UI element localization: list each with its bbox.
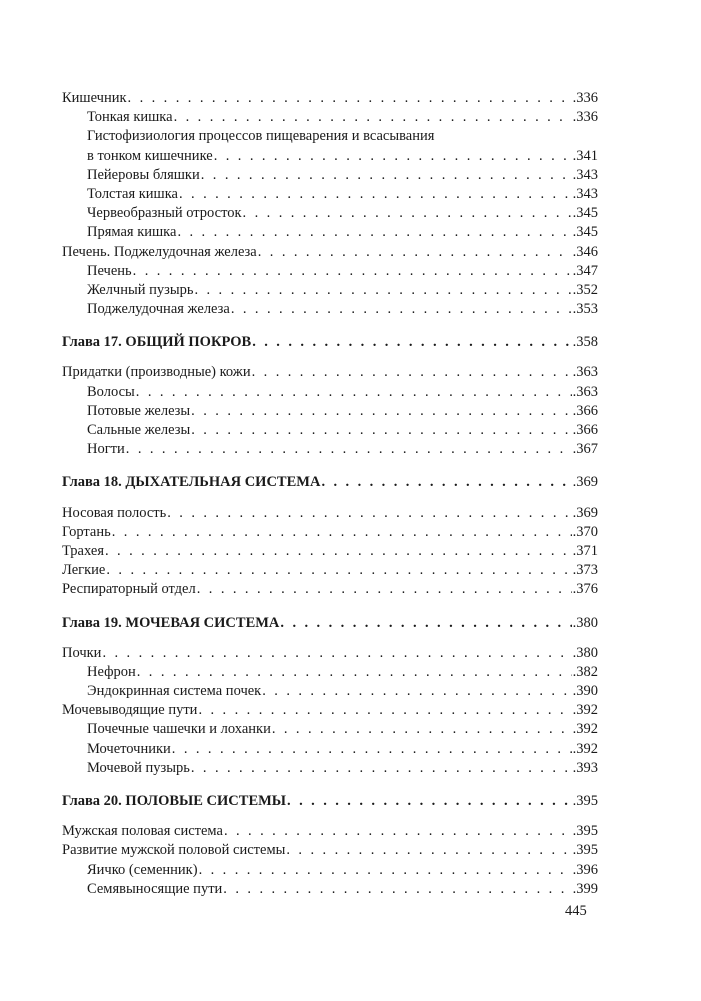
- toc-chapter-title: Глава 17. ОБЩИЙ ПОКРОВ: [62, 334, 252, 351]
- toc-entry: [62, 720, 598, 739]
- toc-page: .393: [572, 759, 598, 776]
- toc-title: Почки: [62, 644, 102, 661]
- toc-entry: [62, 523, 598, 542]
- toc-page: .347: [572, 262, 598, 279]
- toc-entry: [62, 185, 598, 204]
- toc-page: .373: [572, 562, 598, 579]
- table-of-contents: [62, 89, 598, 899]
- toc-leader: [252, 363, 572, 382]
- toc-entry: [62, 759, 598, 778]
- toc-page: .380: [572, 614, 598, 631]
- toc-entry: [62, 166, 598, 185]
- toc-leader: [191, 759, 572, 778]
- toc-title: Червеобразный отросток: [87, 205, 242, 222]
- toc-leader: [112, 523, 572, 542]
- toc-page: .395: [572, 823, 598, 840]
- toc-page: .336: [572, 90, 598, 106]
- toc-title: Печень: [87, 262, 132, 279]
- toc-leader: [126, 440, 572, 459]
- toc-leader: [286, 841, 571, 860]
- toc-page: .396: [572, 861, 598, 878]
- toc-leader: [262, 682, 571, 701]
- toc-leader: [191, 402, 571, 421]
- toc-entry: [62, 243, 598, 262]
- toc-page: .376: [572, 581, 598, 598]
- toc-title: Мочевой пузырь: [87, 759, 190, 776]
- toc-leader: [198, 701, 571, 720]
- toc-title: Ногти: [87, 441, 125, 458]
- toc-entry: [62, 644, 598, 663]
- toc-entry: [62, 542, 598, 561]
- toc-chapter-heading: [62, 473, 598, 492]
- toc-leader: [105, 542, 572, 561]
- toc-leader: [231, 300, 572, 319]
- toc-leader: [128, 89, 572, 108]
- toc-title: Волосы: [87, 383, 135, 400]
- toc-entry: [62, 223, 598, 242]
- toc-page: .392: [572, 702, 598, 719]
- toc-entry-line: [62, 127, 598, 146]
- toc-entry: [62, 147, 598, 166]
- toc-leader: [224, 822, 572, 841]
- toc-leader: [223, 880, 571, 899]
- toc-page: .367: [572, 441, 598, 458]
- toc-page: .392: [572, 740, 598, 757]
- toc-page: .399: [572, 880, 598, 897]
- toc-entry: [62, 580, 598, 599]
- toc-leader: [136, 383, 572, 402]
- toc-entry: [62, 880, 598, 899]
- toc-leader: [106, 561, 571, 580]
- toc-leader: [272, 720, 572, 739]
- toc-title: Толстая кишка: [87, 185, 178, 202]
- toc-leader: [191, 421, 571, 440]
- toc-chapter-title: Глава 18. ДЫХАТЕЛЬНАЯ СИСТЕМА: [62, 474, 321, 491]
- toc-leader: [167, 504, 571, 523]
- toc-chapter-heading: [62, 614, 598, 633]
- toc-entry: [62, 841, 598, 860]
- toc-leader: [133, 262, 572, 281]
- toc-title: Прямая кишка: [87, 224, 177, 241]
- toc-page: .395: [572, 842, 598, 859]
- toc-leader: [201, 166, 572, 185]
- toc-page: .345: [572, 224, 598, 241]
- toc-page: .345: [572, 205, 598, 222]
- toc-page: .336: [572, 109, 598, 126]
- toc-title: Печень. Поджелудочная железа: [62, 243, 257, 260]
- toc-leader: [179, 185, 572, 204]
- toc-title: Носовая полость: [62, 504, 167, 521]
- toc-chapter-title: Глава 20. ПОЛОВЫЕ СИСТЕМЫ: [62, 793, 287, 809]
- toc-entry: [62, 281, 598, 300]
- toc-entry: [62, 682, 598, 701]
- toc-title: Трахея: [62, 542, 104, 559]
- toc-leader: [137, 663, 572, 682]
- toc-leader: [172, 740, 572, 759]
- toc-entry: [62, 402, 598, 421]
- toc-entry: [62, 504, 598, 523]
- toc-title: Гортань: [62, 523, 111, 540]
- toc-entry: [62, 421, 598, 440]
- toc-page: .352: [572, 281, 598, 298]
- toc-entry: [62, 204, 598, 223]
- toc-leader: [252, 333, 571, 352]
- toc-chapter-heading: [62, 792, 598, 811]
- toc-entry: [62, 262, 598, 281]
- toc-leader: [243, 204, 572, 223]
- toc-entry: [62, 300, 598, 319]
- toc-page: .358: [572, 334, 598, 351]
- toc-page: .341: [572, 147, 598, 164]
- toc-chapter-title: Глава 19. МОЧЕВАЯ СИСТЕМА: [62, 614, 280, 631]
- toc-title: Придатки (производные) кожи: [62, 364, 251, 381]
- toc-leader: [199, 861, 572, 880]
- toc-entry: [62, 822, 598, 841]
- toc-page: .343: [572, 185, 598, 202]
- toc-page: .395: [572, 793, 598, 809]
- toc-entry: [62, 561, 598, 580]
- toc-page: .363: [572, 383, 598, 400]
- toc-title: Кишечник: [62, 90, 127, 106]
- toc-leader: [194, 281, 571, 300]
- toc-entry: [62, 740, 598, 759]
- toc-entry: [62, 108, 598, 127]
- toc-leader: [102, 644, 571, 663]
- toc-leader: [321, 473, 571, 492]
- toc-title: Тонкая кишка: [87, 109, 173, 126]
- toc-leader: [280, 614, 571, 633]
- toc-title: в тонком кишечнике: [87, 147, 213, 164]
- toc-title: Эндокринная система почек: [87, 683, 262, 700]
- toc-title: Гистофизиология процессов пищеварения и всасывания: [87, 128, 435, 145]
- toc-page: .346: [572, 243, 598, 260]
- toc-page: .370: [572, 523, 598, 540]
- toc-title: Сальные железы: [87, 422, 191, 438]
- toc-page: .380: [572, 644, 598, 661]
- toc-title: Мочеточники: [87, 740, 171, 757]
- toc-entry: [62, 861, 598, 880]
- toc-title: Развитие мужской половой системы: [62, 842, 286, 859]
- toc-page: .366: [572, 422, 598, 438]
- toc-page: .371: [572, 542, 598, 559]
- toc-title: Мужская половая система: [62, 823, 223, 840]
- toc-title: Поджелудочная железа: [87, 301, 230, 318]
- toc-page: .363: [572, 364, 598, 381]
- toc-title: Легкие: [62, 562, 106, 579]
- toc-leader: [177, 223, 571, 242]
- toc-title: Почечные чашечки и лоханки: [87, 721, 271, 738]
- toc-entry: [62, 89, 598, 108]
- toc-page: .353: [572, 301, 598, 318]
- toc-page: .390: [572, 683, 598, 700]
- toc-leader: [287, 792, 572, 811]
- toc-title: Мочевыводящие пути: [62, 702, 198, 719]
- toc-title: Нефрон: [87, 663, 136, 680]
- toc-title: Пейеровы бляшки: [87, 166, 200, 183]
- toc-page: .366: [572, 402, 598, 419]
- toc-entry: [62, 440, 598, 459]
- toc-entry: [62, 701, 598, 720]
- toc-leader: [214, 147, 572, 166]
- toc-title: Яичко (семенник): [87, 861, 198, 878]
- toc-entry: [62, 663, 598, 682]
- toc-page: .382: [572, 663, 598, 680]
- toc-title: Семявыносящие пути: [87, 880, 223, 897]
- toc-entry: [62, 383, 598, 402]
- toc-page: .392: [572, 721, 598, 738]
- toc-title: Потовые железы: [87, 402, 191, 419]
- toc-leader: [174, 108, 572, 127]
- page-number: 445: [565, 903, 587, 919]
- toc-leader: [258, 243, 572, 262]
- toc-title: Желчный пузырь: [87, 281, 194, 298]
- toc-page: .343: [572, 166, 598, 183]
- toc-leader: [197, 580, 572, 599]
- toc-title: Респираторный отдел: [62, 581, 196, 598]
- toc-page: .369: [572, 474, 598, 491]
- toc-page: .369: [572, 504, 598, 521]
- toc-chapter-heading: [62, 333, 598, 352]
- toc-entry: [62, 363, 598, 382]
